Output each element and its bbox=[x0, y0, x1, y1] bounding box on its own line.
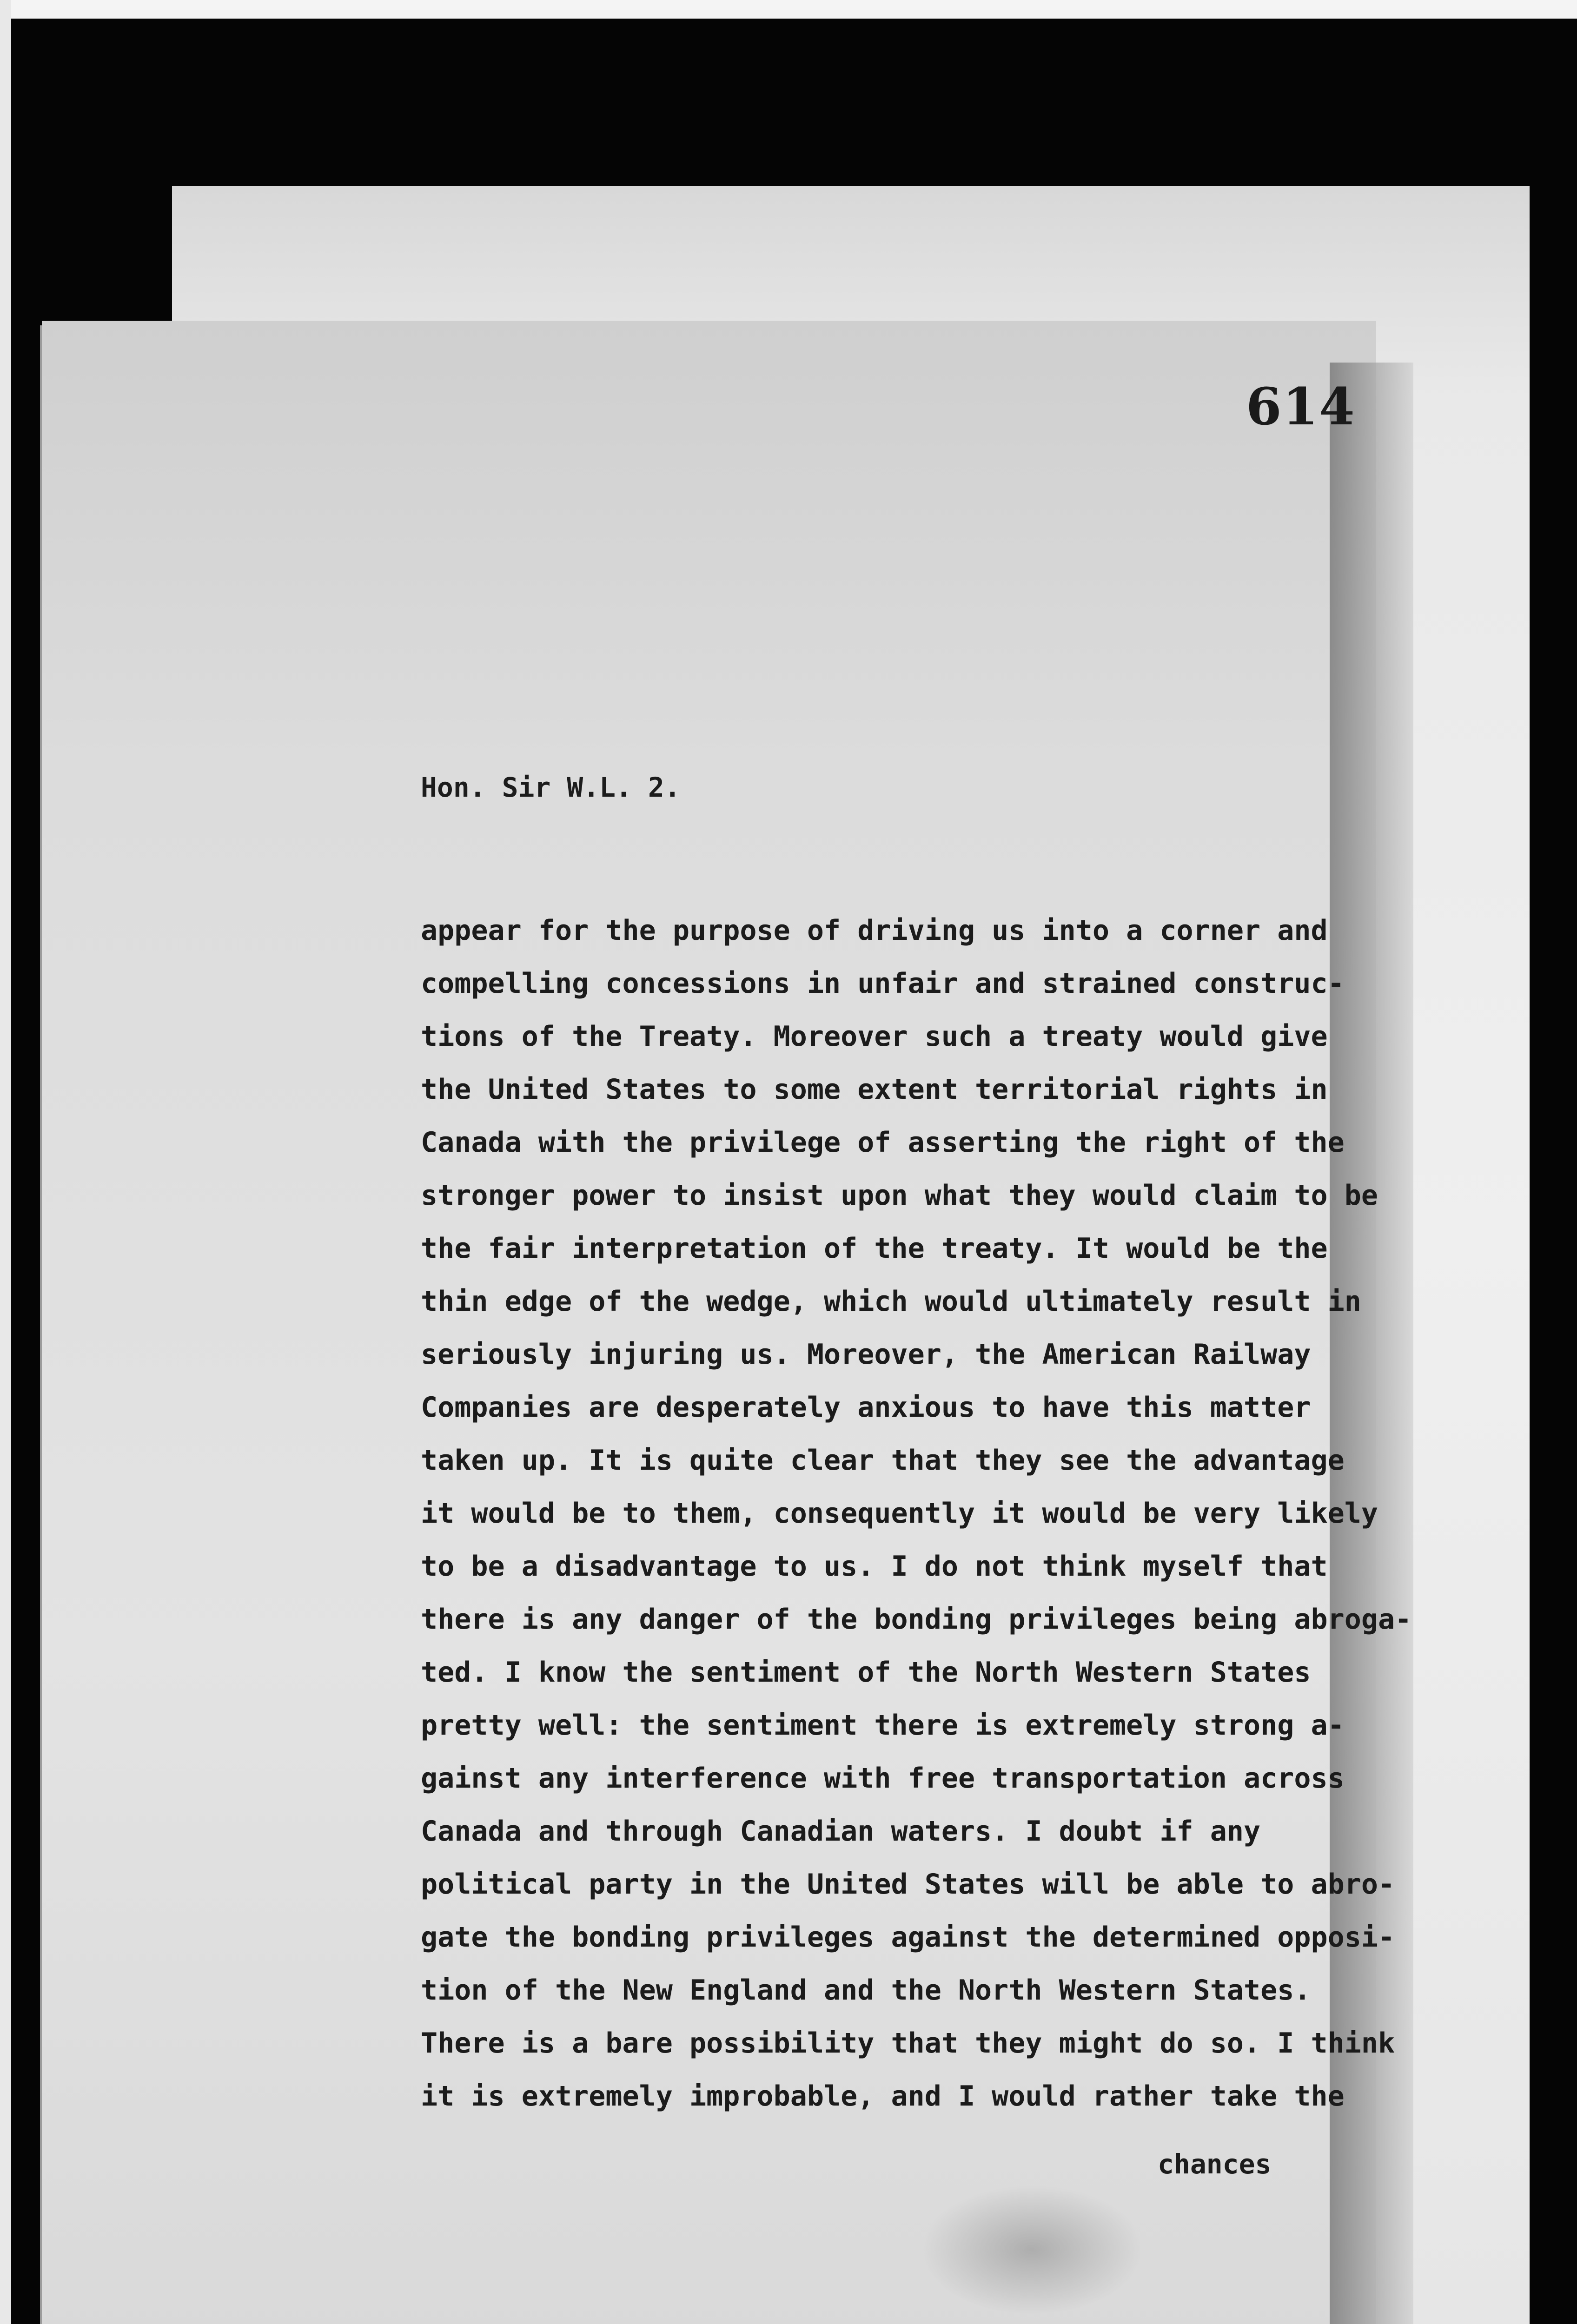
body-line: the fair interpretation of the treaty. It would be the bbox=[421, 1232, 1328, 1265]
body-line: political party in the United States will be able to abro- bbox=[421, 1868, 1395, 1901]
body-line: thin edge of the wedge, which would ultimately result in bbox=[421, 1285, 1361, 1318]
body-line: to be a disadvantage to us. I do not think myself that bbox=[421, 1550, 1328, 1583]
body-line: tions of the Treaty. Moreover such a treaty would give bbox=[421, 1020, 1328, 1053]
page-smudge bbox=[921, 2185, 1144, 2315]
body-line: it is extremely improbable, and I would rather take the bbox=[421, 2080, 1345, 2113]
body-line: gainst any interference with free transportation across bbox=[421, 1762, 1345, 1795]
body-line: gate the bonding privileges against the determined opposi- bbox=[421, 1921, 1395, 1954]
body-line: ted. I know the sentiment of the North Western States bbox=[421, 1656, 1311, 1689]
body-line: seriously injuring us. Moreover, the American Railway bbox=[421, 1338, 1311, 1371]
body-line: compelling concessions in unfair and strained construc- bbox=[421, 967, 1345, 1000]
body-line: tion of the New England and the North Western States. bbox=[421, 1974, 1311, 2007]
catchword: chances bbox=[1158, 2148, 1272, 2180]
film-frame-top bbox=[0, 0, 1577, 19]
body-line: there is any danger of the bonding privileges being abroga- bbox=[421, 1603, 1412, 1636]
body-line: appear for the purpose of driving us into a corner and bbox=[421, 914, 1328, 947]
film-frame-left bbox=[0, 0, 11, 2324]
body-line: Canada and through Canadian waters. I doubt if any bbox=[421, 1815, 1261, 1848]
body-line: it would be to them, consequently it would be very likely bbox=[421, 1497, 1378, 1530]
letter-heading: Hon. Sir W.L. 2. bbox=[421, 772, 681, 803]
body-line: the United States to some extent territorial rights in bbox=[421, 1073, 1328, 1106]
body-line: Companies are desperately anxious to have this matter bbox=[421, 1391, 1311, 1424]
page-number: 614 bbox=[1246, 376, 1356, 436]
body-line: Canada with the privilege of asserting the right of the bbox=[421, 1126, 1345, 1159]
body-line: There is a bare possibility that they might do so. I think bbox=[421, 2027, 1395, 2060]
body-line: pretty well: the sentiment there is extremely strong a- bbox=[421, 1709, 1345, 1742]
letter-page bbox=[42, 321, 1376, 2324]
body-line: taken up. It is quite clear that they see the advantage bbox=[421, 1444, 1345, 1477]
body-line: stronger power to insist upon what they would claim to be bbox=[421, 1179, 1378, 1212]
